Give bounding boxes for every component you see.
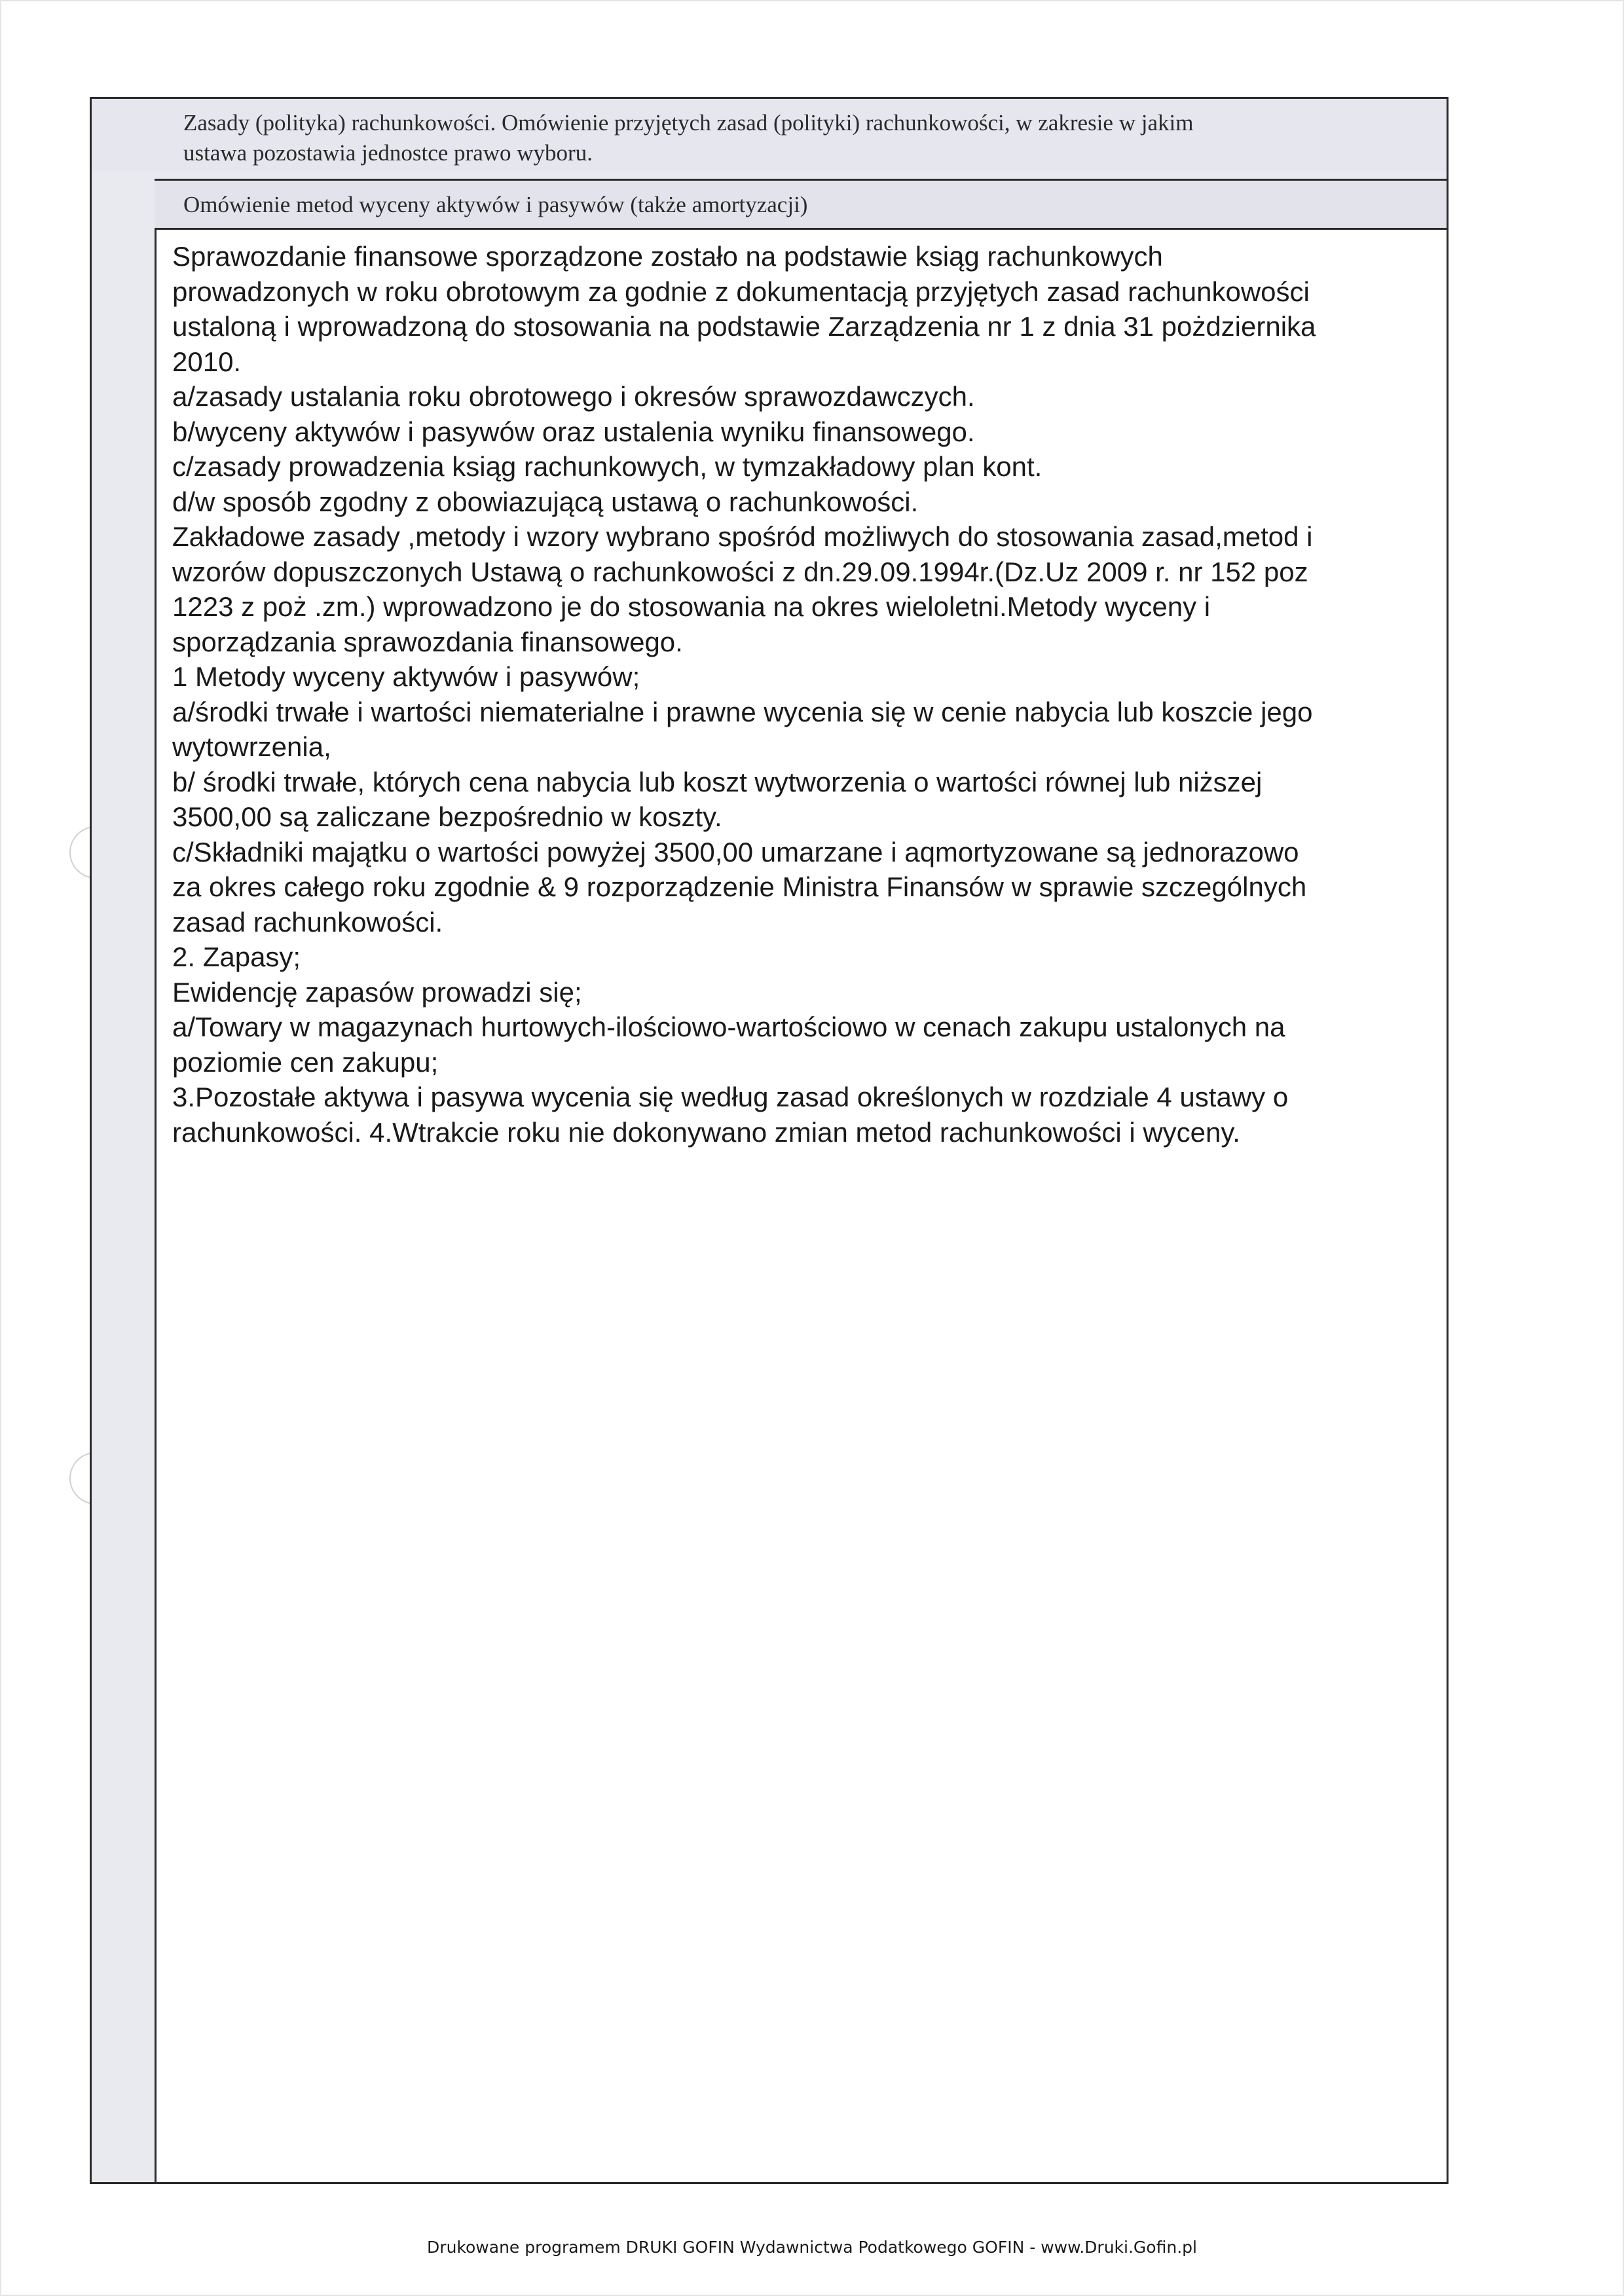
content-line: wytowrzenia,: [172, 731, 331, 762]
content-line: Zakładowe zasady ,metody i wzory wybrano spośród możliwych do stosowania zasad,metod i: [172, 521, 1313, 552]
content-line: a/Towary w magazynach hurtowych-ilościowo-wartościowo w cenach zakupu ustalonych na: [172, 1011, 1285, 1042]
content-line: a/środki trwałe i wartości niematerialne i prawne wycenia się w cenie nabycia lub koszcie jego: [172, 696, 1313, 727]
content-line: Ewidencję zapasów prowadzi się;: [172, 976, 582, 1008]
content-line: c/zasady prowadzenia ksiąg rachunkowych, w tymzakładowy plan kont.: [172, 451, 1043, 482]
subsection-title: Omówienie metod wyceny aktywów i pasywów (także amortyzacji): [155, 179, 1447, 230]
content-line: sporządzania sprawozdania finansowego.: [172, 626, 683, 657]
content-line: 1 Metody wyceny aktywów i pasywów;: [172, 661, 640, 692]
print-footer: Drukowane programem DRUKI GOFIN Wydawnictwa Podatkowego GOFIN - www.Druki.Gofin.pl: [427, 2238, 1197, 2257]
content-line: ustaloną i wprowadzoną do stosowania na podstawie Zarządzenia nr 1 z dnia 31 pożdziernika: [172, 311, 1316, 342]
content-line: d/w sposób zgodny z obowiazującą ustawą o rachunkowości.: [172, 486, 919, 517]
form-frame: [90, 97, 1449, 2184]
content-line: 1223 z poż .zm.) wprowadzono je do stosowania na okres wieloletni.Metody wyceny i: [172, 591, 1211, 622]
content-line: 2. Zapasy;: [172, 941, 301, 972]
content-line: prowadzonych w roku obrotowym za godnie z dokumentacją przyjętych zasad rachunkowości: [172, 276, 1310, 307]
content-line: 3500,00 są zaliczane bezpośrednio w koszty.: [172, 801, 722, 832]
content-line: b/wyceny aktywów i pasywów oraz ustalenia wyniku finansowego.: [172, 416, 975, 447]
content-line: Sprawozdanie finansowe sporządzone zostało na podstawie ksiąg rachunkowych: [172, 241, 1163, 272]
content-line: rachunkowości. 4.Wtrakcie roku nie dokonywano zmian metod rachunkowości i wyceny.: [172, 1116, 1240, 1148]
section-title-line-1: Zasady (polityka) rachunkowości. Omówienie przyjętych zasad (polityki) rachunkowości, w zakresie w jakim: [183, 110, 1194, 136]
section-title: [92, 99, 1447, 171]
content-line: wzorów dopuszczonych Ustawą o rachunkowości z dn.29.09.1994r.(Dz.Uz 2009 r. nr 152 poz: [172, 556, 1308, 587]
content-line: za okres całego roku zgodnie & 9 rozporządzenie Ministra Finansów w sprawie szczególnych: [172, 871, 1307, 902]
content-line: c/Składniki majątku o wartości powyżej 3500,00 umarzane i aqmortyzowane są jednorazowo: [172, 836, 1299, 867]
content-line: a/zasady ustalania roku obrotowego i okresów sprawozdawczych.: [172, 381, 975, 412]
content-line: 2010.: [172, 346, 242, 377]
content-box: [155, 230, 1447, 2182]
content-line: poziomie cen zakupu;: [172, 1046, 439, 1078]
content-line: zasad rachunkowości.: [172, 906, 443, 938]
content-line: 3.Pozostałe aktywa i pasywa wycenia się według zasad określonych w rozdziale 4 ustawy o: [172, 1082, 1289, 1112]
section-title-line-2: ustawa pozostawia jednostce prawo wyboru.: [183, 140, 593, 166]
content-line: b/ środki trwałe, których cena nabycia lub koszt wytworzenia o wartości równej lub niższej: [172, 766, 1263, 797]
